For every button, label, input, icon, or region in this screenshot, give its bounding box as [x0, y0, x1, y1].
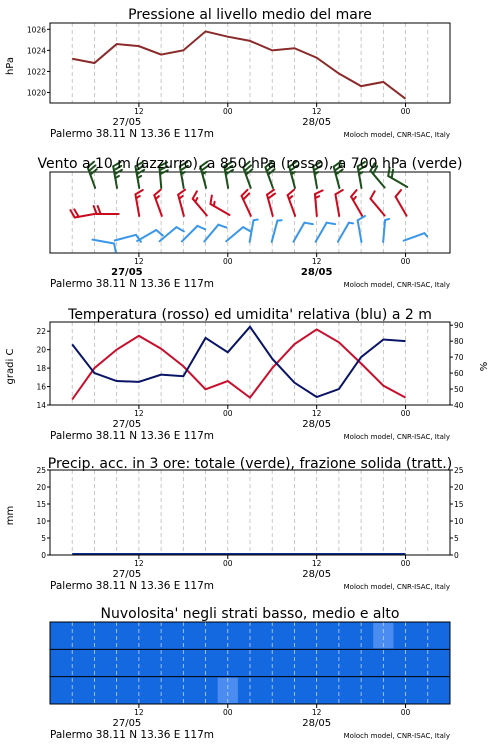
date-label: 27/05: [112, 117, 141, 128]
y-tick-label: 22: [36, 327, 46, 336]
barb-feather: [154, 190, 160, 196]
barb-shaft: [115, 235, 136, 241]
date-label: 28/05: [302, 718, 331, 729]
barb-feather: [197, 226, 205, 230]
date-label: 28/05: [302, 419, 331, 430]
model-credit: Moloch model, CNR-ISAC, Italy: [344, 583, 450, 591]
barb-feather: [327, 223, 335, 224]
barb-half-feather: [349, 223, 353, 224]
barb-feather: [396, 190, 401, 197]
cloud-panel: [50, 622, 450, 708]
y-tick-label-right: 40: [454, 401, 464, 410]
wind-barb: [193, 191, 207, 215]
x-tick-label: 12: [134, 559, 144, 568]
model-credit: Moloch model, CNR-ISAC, Italy: [344, 433, 450, 441]
barb-shaft: [182, 226, 198, 242]
wind-barb: [137, 230, 163, 241]
x-tick-label: 12: [312, 107, 322, 116]
y-tick-label-right: 70: [454, 353, 464, 362]
y-tick-label-right: 60: [454, 369, 464, 378]
barb-feather: [178, 190, 185, 195]
x-tick-label: 00: [401, 409, 411, 418]
y-tick-label: 18: [36, 364, 46, 373]
wind-panel: [50, 162, 450, 257]
y-tick-label: 1026: [27, 25, 46, 34]
wind-barb: [370, 191, 384, 215]
model-credit: Moloch model, CNR-ISAC, Italy: [344, 732, 450, 740]
wind-barb: [272, 220, 282, 242]
date-label: 28/05: [301, 267, 333, 278]
x-tick-label: 00: [401, 559, 411, 568]
y-tick-label-right: 80: [454, 337, 464, 346]
barb-feather: [94, 206, 97, 214]
barb-shaft: [137, 230, 156, 241]
wind-barb: [204, 225, 226, 242]
y-axis-label: hPa: [5, 57, 16, 75]
x-tick-label: 00: [223, 257, 233, 266]
barb-shaft: [396, 197, 407, 216]
date-label: 27/05: [112, 718, 141, 729]
wind-barb: [250, 220, 258, 242]
y-tick-label: 1022: [27, 67, 46, 76]
barb-feather: [98, 206, 101, 214]
barb-feather: [315, 190, 323, 194]
barb-feather: [156, 230, 163, 235]
barb-feather: [210, 196, 211, 204]
y-tick-label-right: 50: [454, 385, 464, 394]
barb-half-feather: [253, 220, 257, 221]
x-tick-label: 00: [223, 559, 233, 568]
wind-barb: [94, 206, 119, 214]
y-tick-label: 15: [36, 500, 46, 509]
barb-feather: [370, 191, 374, 198]
model-credit: Moloch model, CNR-ISAC, Italy: [344, 131, 450, 139]
barb-half-feather: [156, 196, 159, 199]
chart-title: Nuvolosita' negli strati basso, medio e alto: [101, 606, 400, 622]
wind-barb: [242, 190, 251, 216]
x-tick-label: 12: [134, 708, 144, 717]
date-label: 27/05: [112, 569, 141, 580]
wind-barb: [338, 223, 353, 242]
y-tick-label: 20: [36, 483, 46, 492]
location-label: Palermo 38.11 N 13.36 E 117m: [50, 430, 214, 442]
x-tick-label: 12: [312, 708, 322, 717]
location-label: Palermo 38.11 N 13.36 E 117m: [50, 128, 214, 140]
barb-feather: [243, 227, 250, 231]
y-tick-label: 20: [36, 346, 46, 355]
wind-barb: [178, 190, 185, 216]
barb-shaft: [335, 194, 339, 216]
barb-feather: [114, 243, 116, 251]
barb-feather: [351, 190, 356, 197]
model-credit: Moloch model, CNR-ISAC, Italy: [344, 281, 450, 289]
y-tick-label: 1020: [27, 88, 46, 97]
y-tick-label-right: 15: [454, 500, 464, 509]
wind-barb: [226, 227, 250, 241]
wind-barb: [92, 240, 115, 252]
wind-barb: [154, 190, 162, 216]
wind-barb: [267, 190, 275, 216]
chart-title: Temperatura (rosso) ed umidita' relativa (blu) a 2 m: [67, 307, 432, 323]
x-tick-label: 00: [401, 257, 411, 266]
wind-barb: [288, 190, 296, 216]
x-tick-label: 12: [134, 257, 144, 266]
y-tick-label-right: 90: [454, 321, 464, 330]
barb-shaft: [404, 233, 425, 241]
date-label: 27/05: [112, 419, 141, 430]
chart-title: Vento a 10 m (azzurro), a 850 hPa (rosso), a 700 hPa (verde): [37, 156, 462, 172]
x-tick-label: 00: [223, 708, 233, 717]
date-label: 28/05: [302, 569, 331, 580]
barb-shaft: [316, 223, 327, 242]
location-label: Palermo 38.11 N 13.36 E 117m: [50, 580, 214, 592]
barb-shaft: [204, 225, 218, 242]
barb-feather: [304, 223, 312, 224]
y-tick-label-right: 0: [454, 551, 459, 560]
pressure-panel: [47, 23, 450, 107]
barb-feather: [74, 209, 78, 216]
barb-shaft: [370, 199, 384, 216]
barb-shaft: [226, 227, 243, 241]
wind-barb: [351, 190, 362, 216]
barb-feather: [288, 190, 294, 196]
barb-feather: [176, 227, 183, 231]
barb-half-feather: [424, 233, 427, 236]
date-label: 27/05: [111, 267, 143, 278]
y-tick-label: 5: [41, 534, 46, 543]
barb-half-feather: [195, 198, 197, 202]
location-label: Palermo 38.11 N 13.36 E 117m: [50, 278, 214, 290]
y-tick-label-right: 10: [454, 517, 464, 526]
wind-barb: [316, 223, 335, 242]
x-tick-label: 00: [401, 708, 411, 717]
pressure-line: [72, 31, 405, 98]
wind-barb: [70, 209, 96, 217]
date-label: 28/05: [302, 117, 331, 128]
x-tick-label: 12: [134, 107, 144, 116]
barb-half-feather: [179, 196, 182, 198]
wind-barb: [315, 190, 323, 216]
barb-half-feather: [385, 219, 389, 220]
x-tick-label: 00: [223, 107, 233, 116]
y-tick-label: 0: [41, 551, 46, 560]
wind-barb: [396, 190, 407, 216]
x-tick-label: 00: [223, 409, 233, 418]
y-tick-label: 16: [36, 383, 46, 392]
precipitation-panel: [47, 470, 453, 559]
y-tick-label-right: 5: [454, 534, 459, 543]
barb-shaft: [92, 240, 114, 244]
barb-feather: [218, 225, 226, 228]
x-tick-label: 00: [401, 107, 411, 116]
wind-barb: [293, 223, 312, 242]
barb-shaft: [293, 223, 304, 242]
x-tick-label: 12: [312, 257, 322, 266]
y-axis-label: gradi C: [5, 349, 16, 385]
y-tick-label-right: 20: [454, 483, 464, 492]
y-tick-label: 14: [36, 401, 46, 410]
x-tick-label: 12: [312, 559, 322, 568]
wind-barb: [160, 227, 184, 241]
location-label: Palermo 38.11 N 13.36 E 117m: [50, 729, 214, 741]
plot-frame: [50, 23, 450, 103]
wind-barb: [383, 219, 389, 242]
humidity-line: [72, 327, 405, 397]
barb-feather: [193, 191, 197, 198]
y-tick-label-right: 25: [454, 466, 464, 475]
wind-barb: [182, 226, 205, 242]
y-tick-label: 10: [36, 517, 46, 526]
barb-shaft: [338, 223, 349, 242]
barb-half-feather: [353, 197, 356, 200]
temperature-panel: [47, 322, 453, 409]
wind-barb: [210, 196, 229, 215]
y-tick-label: 25: [36, 466, 46, 475]
y-axis-label-right: %: [479, 362, 490, 372]
chart-title: Pressione al livello medio del mare: [128, 7, 372, 23]
wind-barb: [404, 233, 427, 241]
x-tick-label: 12: [312, 409, 322, 418]
y-axis-label: mm: [5, 506, 16, 525]
x-tick-label: 12: [134, 409, 144, 418]
y-tick-label: 1024: [27, 46, 46, 55]
barb-half-feather: [289, 196, 292, 199]
chart-title: Precip. acc. in 3 ore: totale (verde), frazione solida (tratt.): [48, 456, 452, 472]
barb-half-feather: [214, 202, 215, 206]
